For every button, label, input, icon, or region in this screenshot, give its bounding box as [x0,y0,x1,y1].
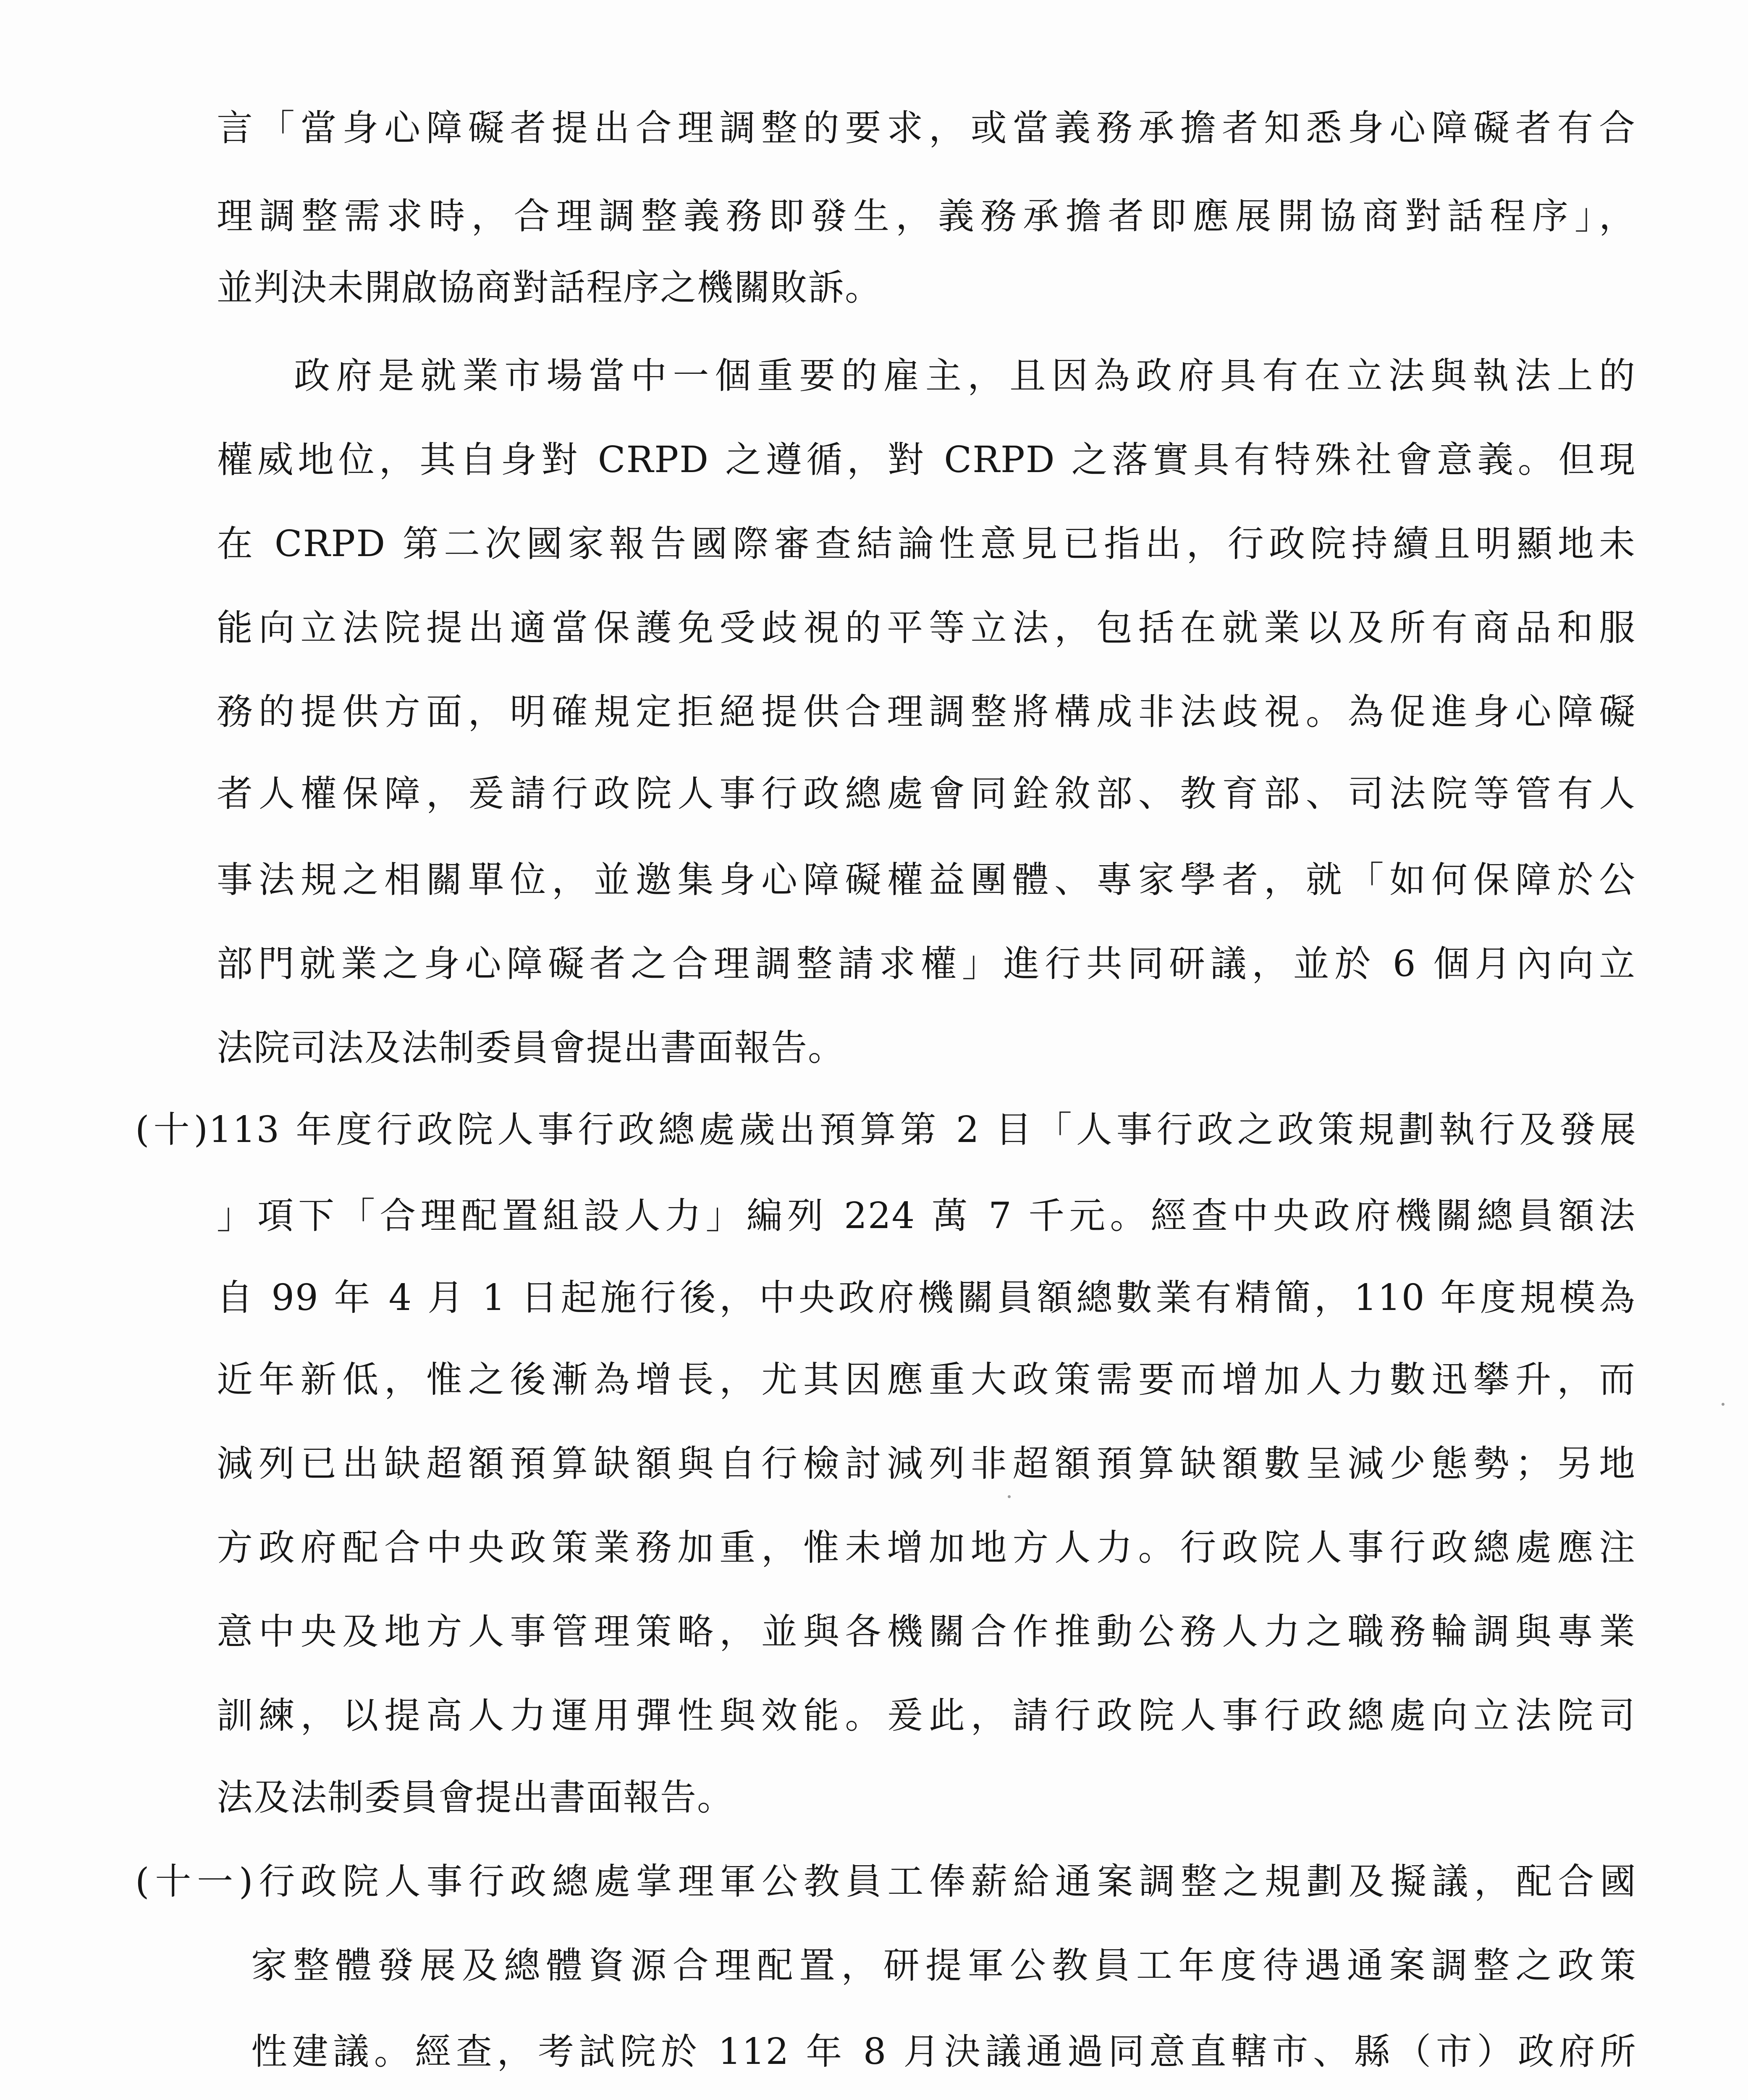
text-line: 言「當身心障礙者提出合理調整的要求，或當義務承擔者知悉身心障礙者有合 [217,107,1636,149]
text-line: 權威地位，其自身對 CRPD 之遵循，對 CRPD 之落實具有特殊社會意義。但現 [217,439,1636,481]
text-line: 事法規之相關單位，並邀集身心障礙權益團體、專家學者，就「如何保障於公 [217,859,1636,901]
text-line: 並判決未開啟協商對話程序之機關敗訴。 [217,267,882,309]
text-line: 方政府配合中央政策業務加重，惟未增加地方人力。行政院人事行政總處應注 [217,1527,1636,1569]
text-line: 者人權保障，爰請行政院人事行政總處會同銓敘部、教育部、司法院等管有人 [217,773,1636,815]
text-line: 減列已出缺超額預算缺額與自行檢討減列非超額預算缺額數呈減少態勢；另地 [217,1443,1636,1485]
text-line: 能向立法院提出適當保護免受歧視的平等立法，包括在就業以及所有商品和服 [217,607,1636,649]
text-line: 近年新低，惟之後漸為增長，尤其因應重大政策需要而增加人力數迅攀升，而 [217,1359,1636,1401]
text-line: 性建議。經查，考試院於 112 年 8 月決議通過同意直轄市、縣（市）政府所 [251,2031,1637,2073]
text-line: 在 CRPD 第二次國家報告國際審查結論性意見已指出，行政院持續且明顯地未 [217,523,1636,565]
text-line: 務的提供方面，明確規定拒絕提供合理調整將構成非法歧視。為促進身心障礙 [217,691,1636,733]
text-line: 意中央及地方人事管理策略，並與各機關合作推動公務人力之職務輪調與專業 [217,1611,1636,1653]
text-line: 自 99 年 4 月 1 日起施行後，中央政府機關員額總數業有精簡，110 年度規模為 [217,1277,1636,1319]
text-line: 理調整需求時，合理調整義務即發生，義務承擔者即應展開協商對話程序」， [217,195,1636,237]
paragraph-first-line: 政府是就業市場當中一個重要的雇主，且因為政府具有在立法與執法上的 [294,355,1636,397]
item-10-heading: (十)113 年度行政院人事行政總處歲出預算第 2 目「人事行政之政策規劃執行及發展 [135,1109,1637,1151]
text-line: 」項下「合理配置組設人力」編列 224 萬 7 千元。經查中央政府機關總員額法 [217,1195,1636,1237]
text-line: 家整體發展及總體資源合理配置，研提軍公教員工年度待遇通案調整之政策 [251,1945,1637,1987]
text-line: 法院司法及法制委員會提出書面報告。 [217,1027,845,1069]
scan-speck [1008,1495,1011,1498]
text-line: 部門就業之身心障礙者之合理調整請求權」進行共同研議，並於 6 個月內向立 [217,943,1636,985]
text-line: 法及法制委員會提出書面報告。 [217,1777,734,1819]
scan-speck [1722,1403,1724,1406]
text-line: 訓練，以提高人力運用彈性與效能。爰此，請行政院人事行政總處向立法院司 [217,1695,1636,1737]
item-11-heading: (十一)行政院人事行政總處掌理軍公教員工俸薪給通案調整之規劃及擬議，配合國 [135,1861,1637,1903]
